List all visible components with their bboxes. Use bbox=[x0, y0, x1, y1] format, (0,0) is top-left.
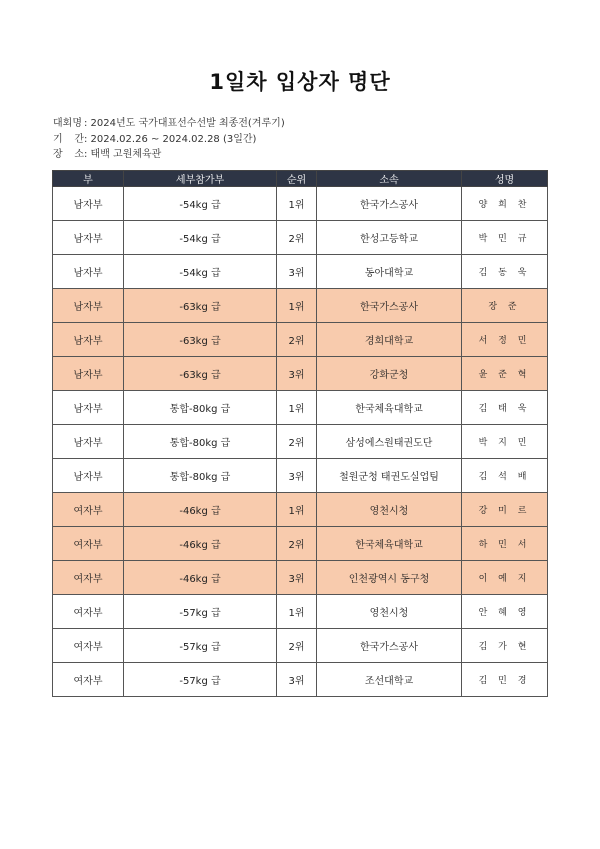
cell-category: -57kg 급 bbox=[124, 663, 277, 697]
event-info-label bbox=[53, 132, 84, 148]
table-row bbox=[53, 527, 548, 561]
cell-team: 동아대학교 bbox=[317, 255, 462, 289]
cell-name: 이 예 지 bbox=[462, 561, 548, 595]
cell-name: 윤 준 혁 bbox=[462, 357, 548, 391]
cell-name: 김 태 욱 bbox=[462, 391, 548, 425]
cell-name: 김 석 배 bbox=[462, 459, 548, 493]
cell-rank: 2위 bbox=[277, 527, 317, 561]
event-info-label-part: 간 bbox=[74, 133, 84, 145]
cell-division: 여자부 bbox=[53, 561, 124, 595]
cell-team: 인천광역시 동구청 bbox=[317, 561, 462, 595]
cell-team: 영천시청 bbox=[317, 595, 462, 629]
event-info-label-part: 기 bbox=[53, 133, 63, 145]
event-info-value: : 2024.02.26 ~ 2024.02.28 (3일간) bbox=[84, 133, 257, 145]
cell-category: 통합-80kg 급 bbox=[124, 391, 277, 425]
cell-team: 한국체육대학교 bbox=[317, 527, 462, 561]
event-info-label-part: 대회명 bbox=[53, 118, 82, 129]
cell-name: 안 혜 영 bbox=[462, 595, 548, 629]
event-info-row bbox=[53, 132, 285, 148]
cell-division: 남자부 bbox=[53, 323, 124, 357]
cell-rank: 2위 bbox=[277, 629, 317, 663]
cell-team: 철원군청 태권도실업팀 bbox=[317, 459, 462, 493]
cell-category: 통합-80kg 급 bbox=[124, 425, 277, 459]
cell-category: -63kg 급 bbox=[124, 323, 277, 357]
event-info-row bbox=[53, 147, 285, 163]
cell-category: -57kg 급 bbox=[124, 595, 277, 629]
cell-name: 양 희 찬 bbox=[462, 187, 548, 221]
table-row bbox=[53, 357, 548, 391]
cell-team: 경희대학교 bbox=[317, 323, 462, 357]
cell-division: 남자부 bbox=[53, 357, 124, 391]
cell-division: 남자부 bbox=[53, 391, 124, 425]
cell-category: -63kg 급 bbox=[124, 357, 277, 391]
cell-category: -46kg 급 bbox=[124, 527, 277, 561]
cell-rank: 2위 bbox=[277, 425, 317, 459]
table-row bbox=[53, 595, 548, 629]
event-info bbox=[53, 116, 285, 163]
cell-name: 김 동 욱 bbox=[462, 255, 548, 289]
cell-category: -57kg 급 bbox=[124, 629, 277, 663]
cell-division: 남자부 bbox=[53, 187, 124, 221]
event-info-row bbox=[53, 116, 285, 132]
cell-name: 박 지 민 bbox=[462, 425, 548, 459]
cell-division: 여자부 bbox=[53, 527, 124, 561]
cell-category: -46kg 급 bbox=[124, 493, 277, 527]
column-header-category: 세부참가부 bbox=[124, 171, 277, 187]
event-info-value: : 2024년도 국가대표선수선발 최종전(겨루기) bbox=[84, 118, 285, 129]
cell-name: 서 정 민 bbox=[462, 323, 548, 357]
table-row bbox=[53, 629, 548, 663]
cell-division: 여자부 bbox=[53, 493, 124, 527]
cell-team: 한국가스공사 bbox=[317, 289, 462, 323]
table-row bbox=[53, 255, 548, 289]
table-row bbox=[53, 425, 548, 459]
cell-division: 남자부 bbox=[53, 255, 124, 289]
cell-category: -54kg 급 bbox=[124, 187, 277, 221]
cell-name: 하 민 서 bbox=[462, 527, 548, 561]
table-row bbox=[53, 391, 548, 425]
results-table bbox=[52, 170, 548, 697]
cell-name: 박 민 규 bbox=[462, 221, 548, 255]
cell-rank: 1위 bbox=[277, 493, 317, 527]
table-row bbox=[53, 323, 548, 357]
cell-rank: 3위 bbox=[277, 255, 317, 289]
cell-division: 여자부 bbox=[53, 629, 124, 663]
table-row bbox=[53, 187, 548, 221]
cell-rank: 3위 bbox=[277, 357, 317, 391]
cell-rank: 3위 bbox=[277, 663, 317, 697]
cell-rank: 2위 bbox=[277, 221, 317, 255]
cell-team: 삼성에스원태권도단 bbox=[317, 425, 462, 459]
column-header-division: 부 bbox=[53, 171, 124, 187]
cell-team: 강화군청 bbox=[317, 357, 462, 391]
cell-rank: 1위 bbox=[277, 289, 317, 323]
cell-rank: 3위 bbox=[277, 459, 317, 493]
column-header-team: 소속 bbox=[317, 171, 462, 187]
cell-division: 남자부 bbox=[53, 289, 124, 323]
cell-team: 한국가스공사 bbox=[317, 187, 462, 221]
cell-category: -54kg 급 bbox=[124, 221, 277, 255]
cell-rank: 1위 bbox=[277, 595, 317, 629]
table-row bbox=[53, 493, 548, 527]
cell-division: 남자부 bbox=[53, 425, 124, 459]
event-info-label bbox=[53, 116, 84, 132]
cell-team: 한국체육대학교 bbox=[317, 391, 462, 425]
table-row bbox=[53, 663, 548, 697]
table-row bbox=[53, 289, 548, 323]
cell-rank: 2위 bbox=[277, 323, 317, 357]
cell-category: -46kg 급 bbox=[124, 561, 277, 595]
cell-rank: 1위 bbox=[277, 391, 317, 425]
cell-rank: 1위 bbox=[277, 187, 317, 221]
cell-category: 통합-80kg 급 bbox=[124, 459, 277, 493]
cell-division: 여자부 bbox=[53, 663, 124, 697]
cell-name: 김 가 현 bbox=[462, 629, 548, 663]
table-row bbox=[53, 459, 548, 493]
column-header-rank: 순위 bbox=[277, 171, 317, 187]
page-title: 1일차 입상자 명단 bbox=[209, 70, 391, 94]
event-info-label-part: 장 bbox=[53, 149, 63, 160]
cell-team: 영천시청 bbox=[317, 493, 462, 527]
cell-name: 김 민 경 bbox=[462, 663, 548, 697]
event-info-value: : 태백 고원체육관 bbox=[84, 149, 162, 160]
table-row bbox=[53, 221, 548, 255]
cell-division: 남자부 bbox=[53, 221, 124, 255]
cell-rank: 3위 bbox=[277, 561, 317, 595]
cell-division: 남자부 bbox=[53, 459, 124, 493]
cell-team: 조선대학교 bbox=[317, 663, 462, 697]
table-header-row bbox=[53, 171, 548, 187]
cell-team: 한성고등학교 bbox=[317, 221, 462, 255]
cell-division: 여자부 bbox=[53, 595, 124, 629]
table-row bbox=[53, 561, 548, 595]
event-info-label bbox=[53, 147, 84, 163]
cell-name: 장 준 bbox=[462, 289, 548, 323]
cell-name: 강 미 르 bbox=[462, 493, 548, 527]
column-header-name: 성명 bbox=[462, 171, 548, 187]
event-info-label-part: 소 bbox=[74, 149, 84, 160]
cell-category: -54kg 급 bbox=[124, 255, 277, 289]
cell-category: -63kg 급 bbox=[124, 289, 277, 323]
cell-team: 한국가스공사 bbox=[317, 629, 462, 663]
